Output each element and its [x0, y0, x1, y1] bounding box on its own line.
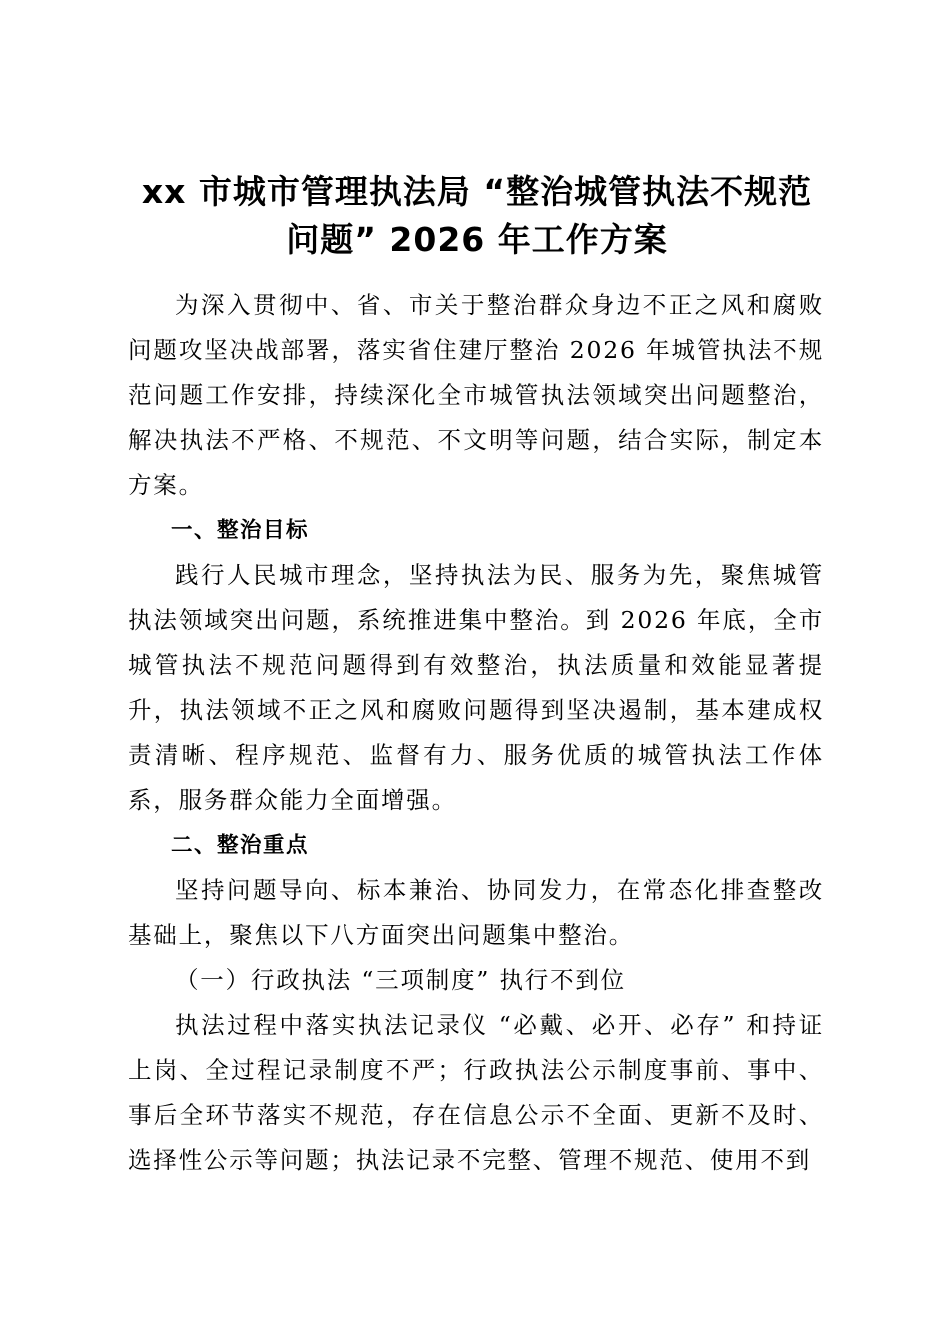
document-title [120, 168, 834, 264]
document-body [128, 283, 824, 1183]
title-line-2: 问题” 2026 年工作方案 [286, 220, 668, 259]
section-2-paragraph: 坚持问题导向、标本兼治、协同发力，在常态化排查整改基础上，聚焦以下八方面突出问题集中整治。 [128, 876, 824, 949]
intro-paragraph: 为深入贯彻中、省、市关于整治群众身边不正之风和腐败问题攻坚决战部署，落实省住建厅整治 2026 年城管执法不规范问题工作安排，持续深化全市城管执法领域突出问题整治，解决执法不严格、不规范、不文明等问题，结合实际，制定本方案。 [128, 291, 824, 499]
section-1-heading: 一、整治目标 [171, 518, 310, 543]
subsection-1-paragraph: 执法过程中落实执法记录仪 “必戴、必开、必存” 和持证上岗、全过程记录制度不严；行政执法公示制度事前、事中、事后全环节落实不规范，存在信息公示不全面、更新不及时、选择性公示等问题；执法记录不完整、管理不规范、使用不到 [128, 1011, 824, 1174]
subsection-1-heading: （一）行政执法 “三项制度” 执行不到位 [175, 966, 626, 994]
section-1-paragraph: 践行人民城市理念，坚持执法为民、服务为先，聚焦城管执法领域突出问题，系统推进集中整治。到 2026 年底，全市城管执法不规范问题得到有效整治，执法质量和效能显著提升，执法领域不正之风和腐败问题得到坚决遏制，基本建成权责清晰、程序规范、监督有力、服务优质的城管执法工作体系，服务群众能力全面增强。 [128, 561, 824, 814]
title-line-1: xx 市城市管理执法局 “整治城管执法不规范 [141, 172, 813, 211]
section-2-heading: 二、整治重点 [171, 833, 310, 858]
